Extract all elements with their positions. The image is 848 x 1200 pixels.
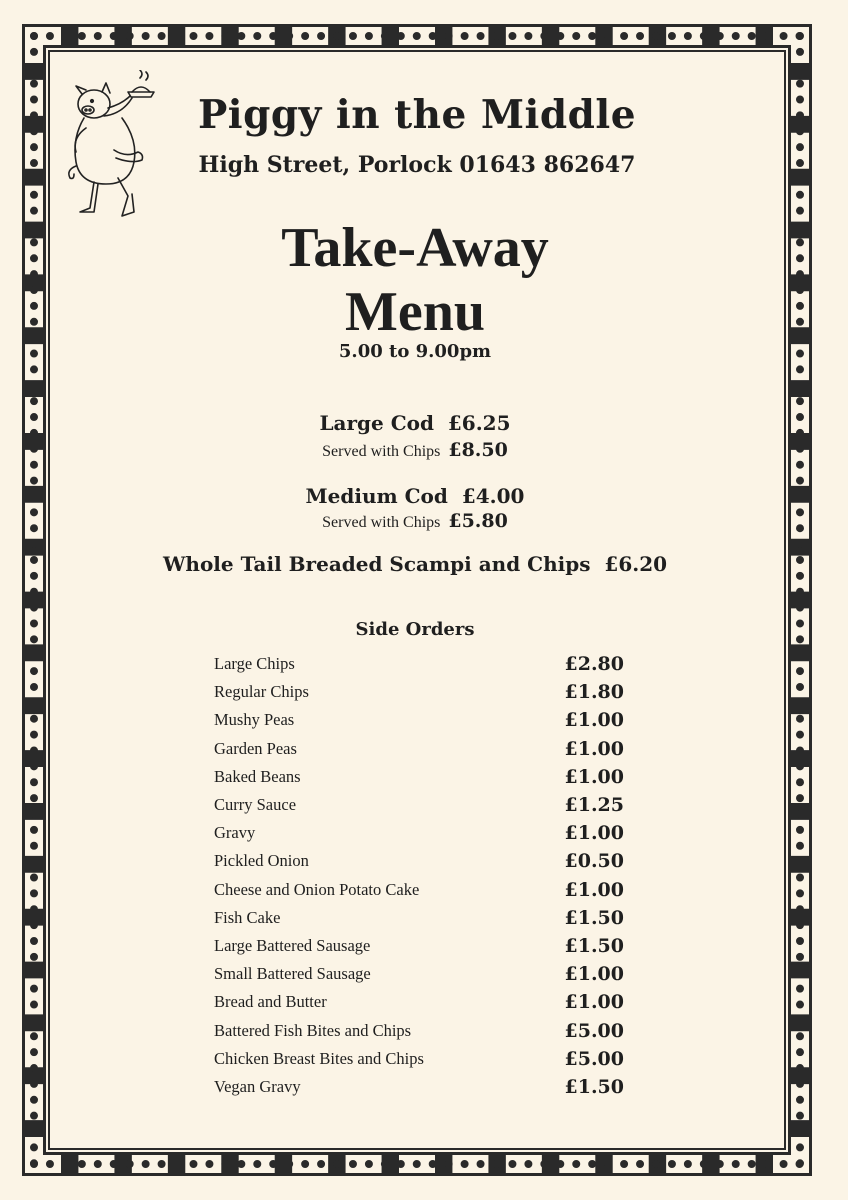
list-item (214, 960, 624, 988)
side-item-name: Large Battered Sausage (214, 935, 371, 955)
sub-item-medium-cod-chips (0, 510, 830, 532)
list-item (214, 1045, 624, 1073)
side-item-name: Small Battered Sausage (214, 964, 371, 984)
side-item-name: Bread and Butter (214, 992, 327, 1012)
sub-item-label: Served with Chips (322, 443, 441, 460)
list-item (214, 819, 624, 847)
main-item-scampi (0, 552, 830, 576)
restaurant-name: Piggy in the Middle (197, 92, 637, 138)
side-item-price: £1.00 (564, 991, 624, 1014)
restaurant-address: High Street, Porlock 01643 862647 (198, 152, 636, 178)
item-price: £4.00 (461, 484, 525, 508)
menu-title-line1: Take-Away (281, 217, 549, 279)
list-item (214, 1016, 624, 1044)
pig-waiter-icon (62, 70, 172, 230)
item-name: Large Cod (319, 411, 434, 435)
main-item-large-cod (0, 411, 830, 435)
item-name: Medium Cod (305, 484, 448, 508)
side-item-name: Baked Beans (214, 766, 301, 786)
side-item-name: Garden Peas (214, 738, 297, 758)
side-item-price: £1.25 (564, 794, 624, 817)
sub-item-large-cod-chips (0, 439, 830, 461)
list-item (214, 1073, 624, 1101)
side-item-price: £2.80 (564, 653, 624, 676)
main-item-medium-cod (0, 484, 830, 508)
item-price: £6.20 (604, 552, 668, 576)
sub-item-price: £8.50 (448, 439, 508, 461)
list-item (214, 904, 624, 932)
side-item-name: Fish Cake (214, 907, 281, 927)
side-item-price: £5.00 (564, 1047, 624, 1070)
side-item-name: Curry Sauce (214, 795, 297, 815)
list-item (214, 847, 624, 875)
item-name: Whole Tail Breaded Scampi and Chips (162, 552, 591, 576)
side-item-name: Regular Chips (214, 682, 309, 702)
side-item-name: Pickled Onion (214, 851, 309, 871)
side-item-price: £1.80 (564, 681, 624, 704)
side-item-price: £1.00 (564, 822, 624, 845)
side-item-price: £1.50 (564, 1075, 624, 1098)
list-item (214, 932, 624, 960)
side-item-price: £5.00 (564, 1019, 624, 1042)
side-item-price: £1.50 (564, 906, 624, 929)
list-item (214, 678, 624, 706)
side-item-name: Cheese and Onion Potato Cake (214, 879, 420, 899)
side-item-name: Vegan Gravy (214, 1076, 301, 1096)
opening-hours: 5.00 to 9.00pm (338, 341, 492, 362)
list-item (214, 791, 624, 819)
side-item-price: £1.00 (564, 709, 624, 732)
sub-item-price: £5.80 (448, 510, 508, 532)
side-orders-heading: Side Orders (355, 619, 475, 640)
side-item-name: Chicken Breast Bites and Chips (214, 1048, 424, 1068)
side-item-name: Mushy Peas (214, 710, 295, 730)
list-item (214, 706, 624, 734)
side-orders-list (214, 650, 624, 1101)
list-item (214, 763, 624, 791)
side-item-price: £1.00 (564, 878, 624, 901)
item-price: £6.25 (447, 411, 511, 435)
side-item-price: £1.50 (564, 934, 624, 957)
side-item-price: £0.50 (564, 850, 624, 873)
list-item (214, 650, 624, 678)
list-item (214, 735, 624, 763)
list-item (214, 876, 624, 904)
menu-title-line2: Menu (345, 281, 485, 343)
side-item-price: £1.00 (564, 765, 624, 788)
side-item-price: £1.00 (564, 737, 624, 760)
side-item-name: Battered Fish Bites and Chips (214, 1020, 412, 1040)
sub-item-label: Served with Chips (322, 514, 441, 531)
side-item-price: £1.00 (564, 963, 624, 986)
list-item (214, 988, 624, 1016)
side-item-name: Large Chips (214, 654, 295, 674)
side-item-name: Gravy (214, 823, 256, 843)
